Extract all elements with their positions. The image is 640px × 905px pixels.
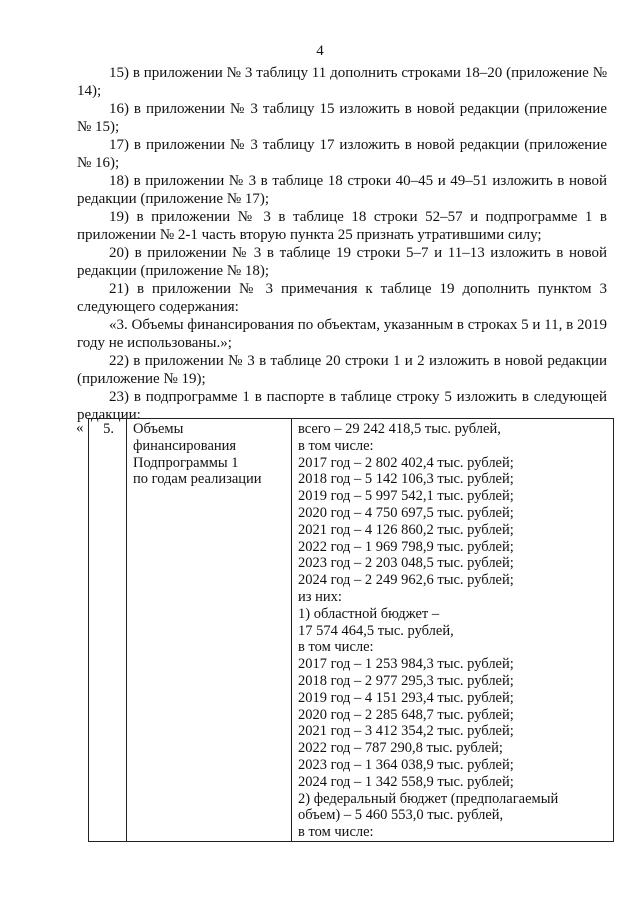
label-line: Подпрограммы 1 <box>133 454 239 471</box>
passport-table-block <box>66 418 618 841</box>
value-line: 2023 год – 1 364 038,9 тыс. рублей; <box>298 756 514 773</box>
label-line: финансирования <box>133 437 237 454</box>
value-line: 2020 год – 2 285 648,7 тыс. рублей; <box>298 706 514 723</box>
label-line: по годам реализации <box>133 471 262 488</box>
value-line: 2) федеральный бюджет (предполагаемый <box>298 790 559 807</box>
value-line: в том числе: <box>298 824 374 841</box>
paragraph-item-23: 23) в подпрограмме 1 в паспорте в таблице строку 5 изложить в следующей редакции: <box>77 389 607 423</box>
value-line: 2017 год – 2 802 402,4 тыс. рублей; <box>298 454 514 471</box>
value-line: 2021 год – 4 126 860,2 тыс. рублей; <box>298 521 514 538</box>
row-value-cell <box>292 419 614 842</box>
label-line: Объемы <box>133 421 184 437</box>
value-line: 2019 год – 5 997 542,1 тыс. рублей; <box>298 488 514 505</box>
paragraph-item-18: 18) в приложении № 3 в таблице 18 строки 40–45 и 49–51 изложить в новой редакции (приложение № 17); <box>77 173 607 207</box>
value-line: 2024 год – 2 249 962,6 тыс. рублей; <box>298 572 514 589</box>
passport-table <box>88 418 614 842</box>
value-line: 17 574 464,5 тыс. рублей, <box>298 622 454 639</box>
value-line: 2018 год – 5 142 106,3 тыс. рублей; <box>298 471 514 488</box>
value-line: 2021 год – 3 412 354,2 тыс. рублей; <box>298 723 514 740</box>
paragraph-item-20: 20) в приложении № 3 в таблице 19 строки 5–7 и 11–13 изложить в новой редакции (приложение № 18); <box>77 245 607 279</box>
value-line: 2022 год – 787 290,8 тыс. рублей; <box>298 740 503 757</box>
document-body <box>77 64 607 424</box>
table-row <box>89 419 614 842</box>
value-line: объем) – 5 460 553,0 тыс. рублей, <box>298 807 504 824</box>
value-line: в том числе: <box>298 437 374 454</box>
value-line: 1) областной бюджет – <box>298 605 440 622</box>
paragraph-quoted-note: «3. Объемы финансирования по объектам, указанным в строках 5 и 11, в 2019 году не использованы.»; <box>77 317 607 351</box>
page-number: 4 <box>316 43 324 59</box>
value-line: из них: <box>298 588 342 605</box>
row-label-cell <box>127 419 292 842</box>
paragraph-item-22: 22) в приложении № 3 в таблице 20 строки 1 и 2 изложить в новой редакции (приложение № 19); <box>77 353 607 387</box>
paragraph-item-17: 17) в приложении № 3 таблицу 17 изложить в новой редакции (приложение № 16); <box>77 137 607 171</box>
value-line: всего – 29 242 418,5 тыс. рублей, <box>298 421 501 437</box>
opening-quote-mark: « <box>76 420 84 436</box>
paragraph-item-15: 15) в приложении № 3 таблицу 11 дополнить строками 18–20 (приложение № 14); <box>77 65 607 99</box>
value-line: 2022 год – 1 969 798,9 тыс. рублей; <box>298 538 514 555</box>
paragraph-item-16: 16) в приложении № 3 таблицу 15 изложить в новой редакции (приложение № 15); <box>77 101 607 135</box>
value-line: в том числе: <box>298 639 374 656</box>
paragraph-item-21: 21) в приложении № 3 примечания к таблице 19 дополнить пунктом 3 следующего содержания: <box>77 281 607 315</box>
paragraph-item-19: 19) в приложении № 3 в таблице 18 строки 52–57 и подпрограмме 1 в приложении № 2-1 часть вторую пункта 25 признать утратившими силу; <box>77 209 607 243</box>
value-line: 2017 год – 1 253 984,3 тыс. рублей; <box>298 656 514 673</box>
value-line: 2023 год – 2 203 048,5 тыс. рублей; <box>298 555 514 572</box>
value-line: 2020 год – 4 750 697,5 тыс. рублей; <box>298 504 514 521</box>
value-line: 2024 год – 1 342 558,9 тыс. рублей; <box>298 773 514 790</box>
row-number-cell: 5. <box>89 419 127 842</box>
value-line: 2018 год – 2 977 295,3 тыс. рублей; <box>298 672 514 689</box>
value-line: 2019 год – 4 151 293,4 тыс. рублей; <box>298 689 514 706</box>
